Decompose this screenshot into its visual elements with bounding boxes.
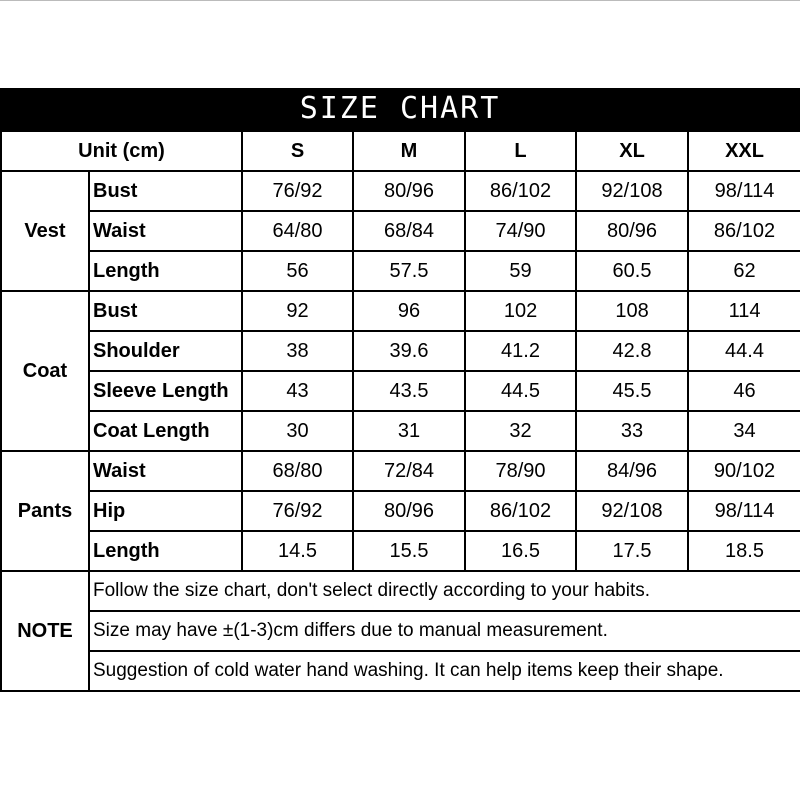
measurement-label: Waist — [89, 211, 242, 251]
size-value: 44.4 — [688, 331, 800, 371]
measurement-label: Length — [89, 531, 242, 571]
table-row — [1, 371, 800, 411]
size-value: 92/108 — [576, 491, 688, 531]
size-value: 43.5 — [353, 371, 465, 411]
size-value: 57.5 — [353, 251, 465, 291]
top-divider — [0, 0, 800, 1]
size-value: 39.6 — [353, 331, 465, 371]
size-header-xl: XL — [576, 131, 688, 171]
table-row — [1, 411, 800, 451]
size-value: 30 — [242, 411, 353, 451]
measurement-label: Length — [89, 251, 242, 291]
unit-header: Unit (cm) — [1, 131, 242, 171]
size-value: 14.5 — [242, 531, 353, 571]
measurement-label: Bust — [89, 291, 242, 331]
size-value: 44.5 — [465, 371, 576, 411]
table-row — [1, 491, 800, 531]
size-value: 17.5 — [576, 531, 688, 571]
table-row — [1, 211, 800, 251]
size-value: 98/114 — [688, 491, 800, 531]
size-value: 43 — [242, 371, 353, 411]
size-value: 80/96 — [353, 171, 465, 211]
note-row — [1, 651, 800, 691]
measurement-label: Waist — [89, 451, 242, 491]
size-value: 72/84 — [353, 451, 465, 491]
size-value: 98/114 — [688, 171, 800, 211]
note-row — [1, 611, 800, 651]
size-value: 68/84 — [353, 211, 465, 251]
size-table — [0, 130, 800, 692]
size-value: 56 — [242, 251, 353, 291]
table-row — [1, 451, 800, 491]
table-row — [1, 291, 800, 331]
size-value: 16.5 — [465, 531, 576, 571]
header-row — [1, 131, 800, 171]
size-table-body — [1, 131, 800, 691]
size-value: 92/108 — [576, 171, 688, 211]
group-label-vest: Vest — [1, 171, 89, 291]
size-value: 76/92 — [242, 491, 353, 531]
size-header-s: S — [242, 131, 353, 171]
size-header-l: L — [465, 131, 576, 171]
size-value: 64/80 — [242, 211, 353, 251]
size-value: 31 — [353, 411, 465, 451]
note-line: Size may have ±(1-3)cm differs due to manual measurement. — [89, 611, 800, 651]
size-value: 32 — [465, 411, 576, 451]
size-value: 102 — [465, 291, 576, 331]
measurement-label: Sleeve Length — [89, 371, 242, 411]
size-value: 45.5 — [576, 371, 688, 411]
size-value: 92 — [242, 291, 353, 331]
group-label-pants: Pants — [1, 451, 89, 571]
size-value: 59 — [465, 251, 576, 291]
size-value: 80/96 — [353, 491, 465, 531]
size-value: 60.5 — [576, 251, 688, 291]
measurement-label: Bust — [89, 171, 242, 211]
measurement-label: Shoulder — [89, 331, 242, 371]
group-label-coat: Coat — [1, 291, 89, 451]
size-value: 41.2 — [465, 331, 576, 371]
measurement-label: Hip — [89, 491, 242, 531]
size-header-xxl: XXL — [688, 131, 800, 171]
note-label: NOTE — [1, 571, 89, 691]
size-value: 34 — [688, 411, 800, 451]
size-value: 86/102 — [465, 491, 576, 531]
size-value: 42.8 — [576, 331, 688, 371]
note-line: Suggestion of cold water hand washing. It can help items keep their shape. — [89, 651, 800, 691]
size-value: 96 — [353, 291, 465, 331]
size-value: 33 — [576, 411, 688, 451]
size-value: 108 — [576, 291, 688, 331]
size-value: 76/92 — [242, 171, 353, 211]
note-row — [1, 571, 800, 611]
chart-title: SIZE CHART — [0, 88, 800, 130]
size-value: 62 — [688, 251, 800, 291]
size-value: 86/102 — [688, 211, 800, 251]
size-value: 90/102 — [688, 451, 800, 491]
size-header-m: M — [353, 131, 465, 171]
size-value: 80/96 — [576, 211, 688, 251]
table-row — [1, 251, 800, 291]
size-value: 74/90 — [465, 211, 576, 251]
table-row — [1, 531, 800, 571]
size-value: 15.5 — [353, 531, 465, 571]
size-value: 78/90 — [465, 451, 576, 491]
size-value: 38 — [242, 331, 353, 371]
note-line: Follow the size chart, don't select directly according to your habits. — [89, 571, 800, 611]
size-value: 46 — [688, 371, 800, 411]
size-value: 68/80 — [242, 451, 353, 491]
table-row — [1, 331, 800, 371]
size-value: 86/102 — [465, 171, 576, 211]
measurement-label: Coat Length — [89, 411, 242, 451]
size-value: 18.5 — [688, 531, 800, 571]
size-value: 114 — [688, 291, 800, 331]
table-row — [1, 171, 800, 211]
size-value: 84/96 — [576, 451, 688, 491]
